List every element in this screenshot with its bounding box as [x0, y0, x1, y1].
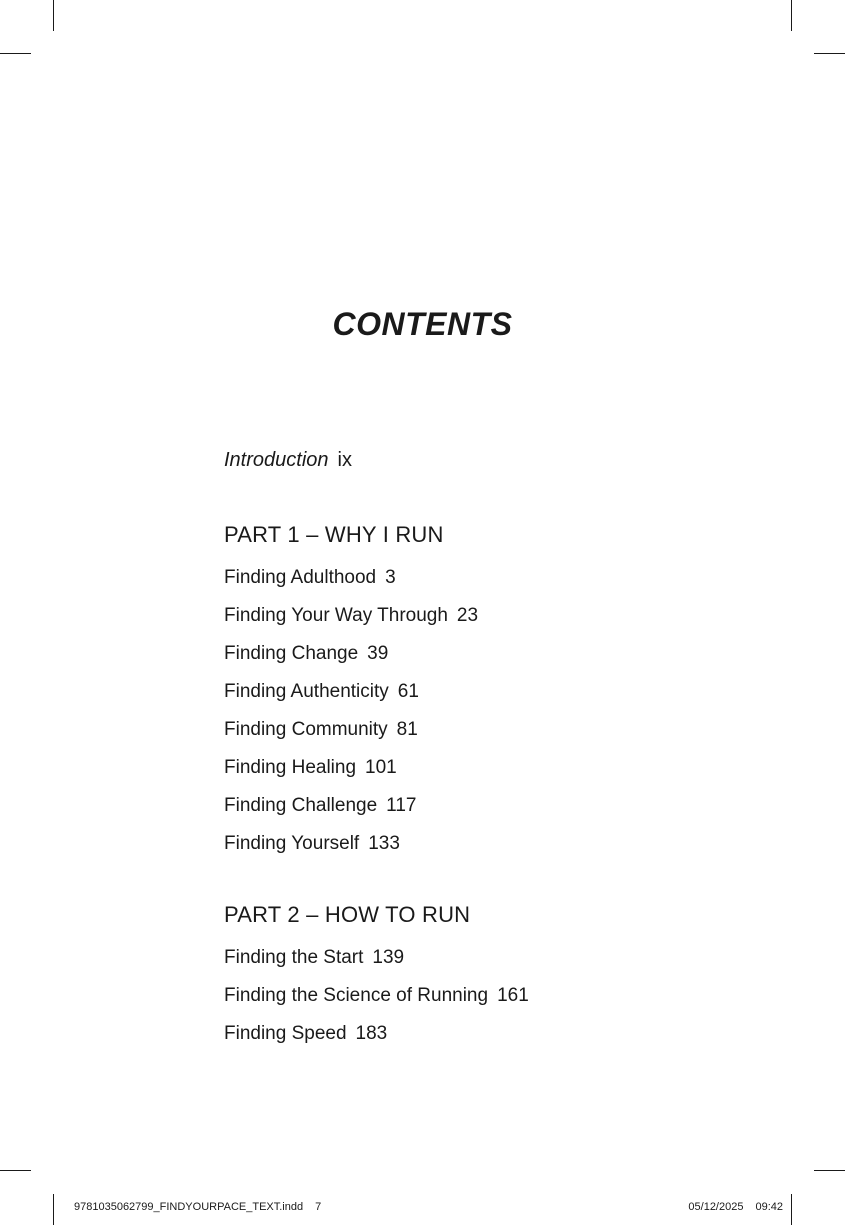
part-2-heading: PART 2 – HOW TO RUN: [224, 902, 471, 927]
chapter-title: Finding Challenge: [224, 795, 378, 816]
chapter-entry: [224, 1015, 784, 1053]
crop-mark-top-left: [53, 0, 54, 31]
introduction-page-number: ix: [337, 449, 352, 471]
part-1-heading: PART 1 – WHY I RUN: [224, 522, 444, 547]
part-2-chapter-list: [224, 939, 784, 1053]
slug-file-info: [74, 1201, 321, 1213]
part-1: [224, 521, 784, 863]
chapter-title: Finding Speed: [224, 1023, 347, 1044]
chapter-page-number: 81: [396, 719, 418, 740]
chapter-title: Finding Healing: [224, 757, 357, 778]
chapter-page-number: 39: [367, 643, 389, 664]
crop-mark-bottom-right: [791, 1194, 792, 1225]
chapter-title: Finding Your Way Through: [224, 605, 448, 626]
chapter-page-number: 101: [365, 757, 397, 778]
slug-timestamp: [688, 1201, 783, 1213]
slug-date: 05/12/2025: [688, 1201, 744, 1213]
crop-mark-left-top: [0, 53, 31, 54]
chapter-title: Finding Community: [224, 719, 388, 740]
chapter-page-number: 3: [385, 567, 396, 588]
chapter-entry: [224, 939, 784, 977]
chapter-page-number: 139: [372, 947, 405, 968]
chapter-entry: [224, 635, 784, 673]
chapter-page-number: 117: [386, 795, 417, 816]
toc-introduction: [224, 446, 784, 474]
chapter-entry: [224, 711, 784, 749]
chapter-title: Finding Authenticity: [224, 681, 389, 702]
introduction-title: Introduction: [224, 449, 329, 471]
slug-time: 09:42: [755, 1201, 783, 1213]
chapter-page-number: 61: [397, 681, 419, 702]
chapter-title: Finding Yourself: [224, 833, 360, 854]
part-2: [224, 901, 784, 1053]
crop-mark-bottom-left: [53, 1194, 54, 1225]
part-1-chapter-list: [224, 559, 784, 863]
crop-mark-top-right: [791, 0, 792, 31]
crop-mark-right-bottom: [814, 1170, 845, 1171]
slug-page-number: 7: [315, 1201, 322, 1213]
chapter-page-number: 133: [368, 833, 400, 854]
contents-heading: CONTENTS: [332, 306, 513, 342]
chapter-entry: [224, 559, 784, 597]
chapter-entry: [224, 597, 784, 635]
chapter-page-number: 23: [456, 605, 479, 626]
crop-mark-left-bottom: [0, 1170, 31, 1171]
chapter-title: Finding the Start: [224, 947, 364, 968]
table-of-contents: [224, 446, 784, 1053]
chapter-title: Finding Change: [224, 643, 359, 664]
crop-mark-right-top: [814, 53, 845, 54]
chapter-entry: [224, 673, 784, 711]
chapter-title: Finding Adulthood: [224, 567, 377, 588]
chapter-entry: [224, 977, 784, 1015]
chapter-page-number: 161: [497, 985, 529, 1006]
chapter-entry: [224, 787, 784, 825]
chapter-entry: [224, 749, 784, 787]
chapter-page-number: 183: [355, 1023, 388, 1044]
slug-filename: 9781035062799_FINDYOURPACE_TEXT.indd: [74, 1201, 304, 1213]
chapter-entry: [224, 825, 784, 863]
chapter-title: Finding the Science of Running: [224, 985, 489, 1006]
